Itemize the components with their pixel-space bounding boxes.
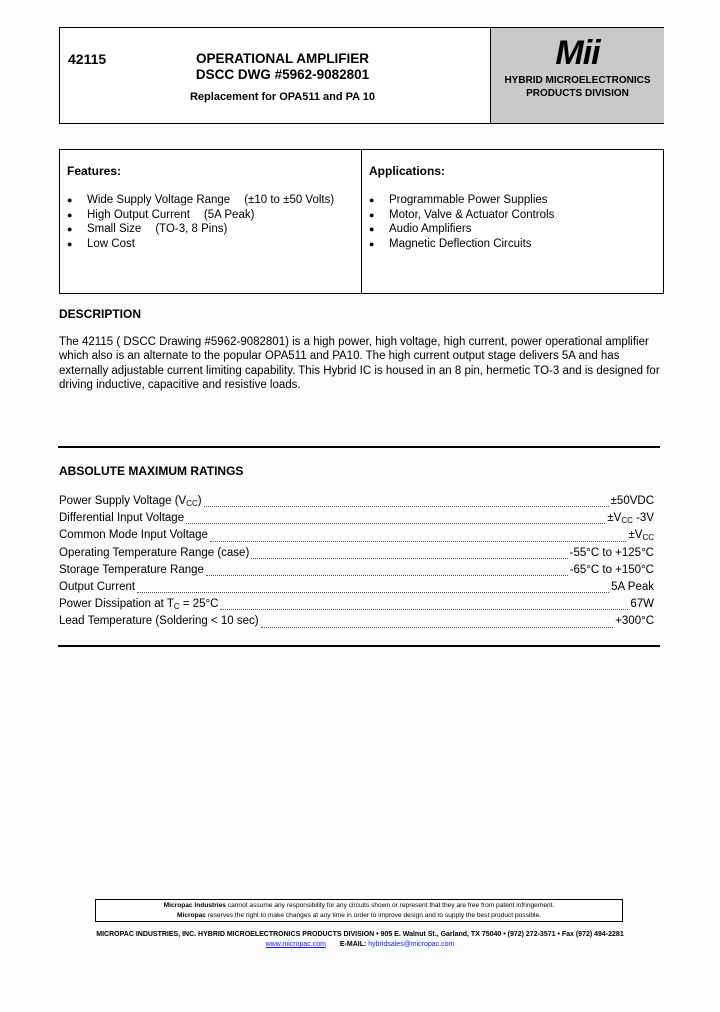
features-heading: Features:	[67, 164, 122, 178]
rating-row	[59, 528, 654, 545]
application-item: ● Programmable Power Supplies	[369, 194, 548, 206]
ratings-heading: ABSOLUTE MAXIMUM RATINGS	[59, 464, 244, 478]
mii-logo-icon: Mii	[555, 34, 600, 72]
feature-item: ● Small Size (TO-3, 8 Pins)	[67, 223, 228, 236]
rating-row	[59, 580, 654, 597]
leader-dots	[186, 523, 605, 524]
feature-item: ● Wide Supply Voltage Range (±10 to ±50 Volts)	[67, 194, 335, 206]
rating-label: Storage Temperature Range	[59, 563, 204, 576]
rating-value: -65°C to +150°C	[569, 563, 654, 576]
rating-row	[59, 563, 654, 580]
features-applications-box	[59, 149, 664, 294]
header-box	[59, 27, 664, 124]
applications-heading: Applications:	[369, 164, 446, 178]
part-number: 42115	[68, 51, 107, 67]
drawing-number: DSCC DWG #5962-9082801	[195, 67, 370, 82]
rating-row	[59, 494, 654, 511]
title-block	[170, 51, 395, 103]
product-title: OPERATIONAL AMPLIFIER	[195, 51, 369, 66]
description-heading: DESCRIPTION	[59, 307, 142, 321]
description-body: The 42115 ( DSCC Drawing #5962-9082801) is a high power, high voltage, high current, power operational amplifier which also is an alternate to the popular OPA511 and PA10. The high current output stage delivers 5A and has externally adjustable current limiting capability. This Hybrid IC is housed in an 8 pin, hermetic TO-3 and is designed for driving inductive, capacitive and resistive loads.	[59, 336, 660, 391]
company-logo-panel	[490, 28, 664, 123]
rating-value: 67W	[630, 598, 654, 611]
rating-row	[59, 511, 654, 528]
bullet-icon: ●	[67, 195, 73, 205]
email-label: E-MAIL:	[339, 941, 367, 948]
application-item: ● Motor, Valve & Actuator Controls	[369, 208, 555, 221]
bullet-icon: ●	[67, 239, 73, 250]
logo-division-line1: HYBRID MICROELECTRONICS	[504, 75, 651, 86]
rating-label: Differential Input Voltage	[59, 512, 185, 525]
rating-row	[59, 614, 654, 631]
rating-value: ±50VDC	[610, 495, 654, 507]
company-address: MICROPAC INDUSTRIES, INC. HYBRID MICROELECTRONICS PRODUCTS DIVISION • 905 E. Walnut St., Garland, TX 75040 • (972) 272-3571 • Fax (972) 494-2281	[96, 931, 624, 938]
applications-panel	[362, 150, 663, 293]
leader-dots	[251, 558, 567, 559]
rating-row	[59, 546, 654, 563]
rating-value: 5A Peak	[611, 581, 654, 594]
leader-dots	[204, 506, 609, 507]
leader-dots	[206, 575, 568, 576]
rating-row	[59, 597, 654, 614]
logo-division-line2: PRODUCTS DIVISION	[526, 88, 629, 99]
bullet-icon: ●	[369, 239, 375, 250]
bullet-icon: ●	[369, 224, 375, 235]
leader-dots	[137, 592, 609, 593]
rating-label: Lead Temperature (Soldering < 10 sec)	[59, 615, 259, 628]
application-item: ● Audio Amplifiers	[369, 223, 472, 236]
section-divider	[58, 446, 660, 448]
rating-label: Common Mode Input Voltage	[59, 529, 208, 542]
replacement-note: Replacement for OPA511 and PA 10	[189, 91, 376, 103]
application-item: ● Magnetic Deflection Circuits	[369, 238, 532, 251]
applications-list	[369, 193, 554, 252]
rating-label: Power Dissipation at $T_C = 25^\circ C$	[59, 598, 219, 612]
contact-line	[60, 940, 660, 950]
rating-label: Output Current	[59, 581, 136, 594]
bullet-icon: ●	[369, 195, 375, 205]
rating-value: +300°C	[615, 615, 654, 628]
rating-value: $\pm V_{CC}$	[628, 529, 654, 543]
leader-dots	[261, 627, 614, 628]
website-link[interactable]: www.micropac.com	[265, 941, 326, 948]
rating-label: Operating Temperature Range (case)	[59, 546, 250, 559]
email-link[interactable]: hybridsales@micropac.com	[368, 941, 455, 948]
bullet-icon: ●	[369, 209, 375, 220]
rating-label: Power Supply Voltage $(V_{CC})$	[59, 495, 202, 508]
ratings-table	[59, 494, 654, 632]
bullet-icon: ●	[67, 209, 73, 220]
section-divider	[58, 645, 660, 647]
disclaimer-line2: Micropac reserves the right to make changes at any time in order to improve design and to supply the best product possible.	[177, 912, 541, 919]
feature-item: ● High Output Current (5A Peak)	[67, 208, 255, 221]
features-list	[67, 193, 334, 252]
features-panel	[60, 150, 362, 293]
rating-value: -55°C to +125°C	[569, 546, 654, 559]
leader-dots	[210, 541, 627, 542]
bullet-icon: ●	[67, 224, 73, 235]
disclaimer-line1: Micropac Industries cannot assume any responsibility for any circuits shown or represent that they are free from patent infringement.	[163, 902, 555, 909]
disclaimer-box	[95, 899, 623, 922]
rating-value: $\pm V_{CC}$ -3V	[607, 512, 654, 526]
feature-item: ● Low Cost	[67, 238, 135, 251]
leader-dots	[220, 609, 628, 610]
